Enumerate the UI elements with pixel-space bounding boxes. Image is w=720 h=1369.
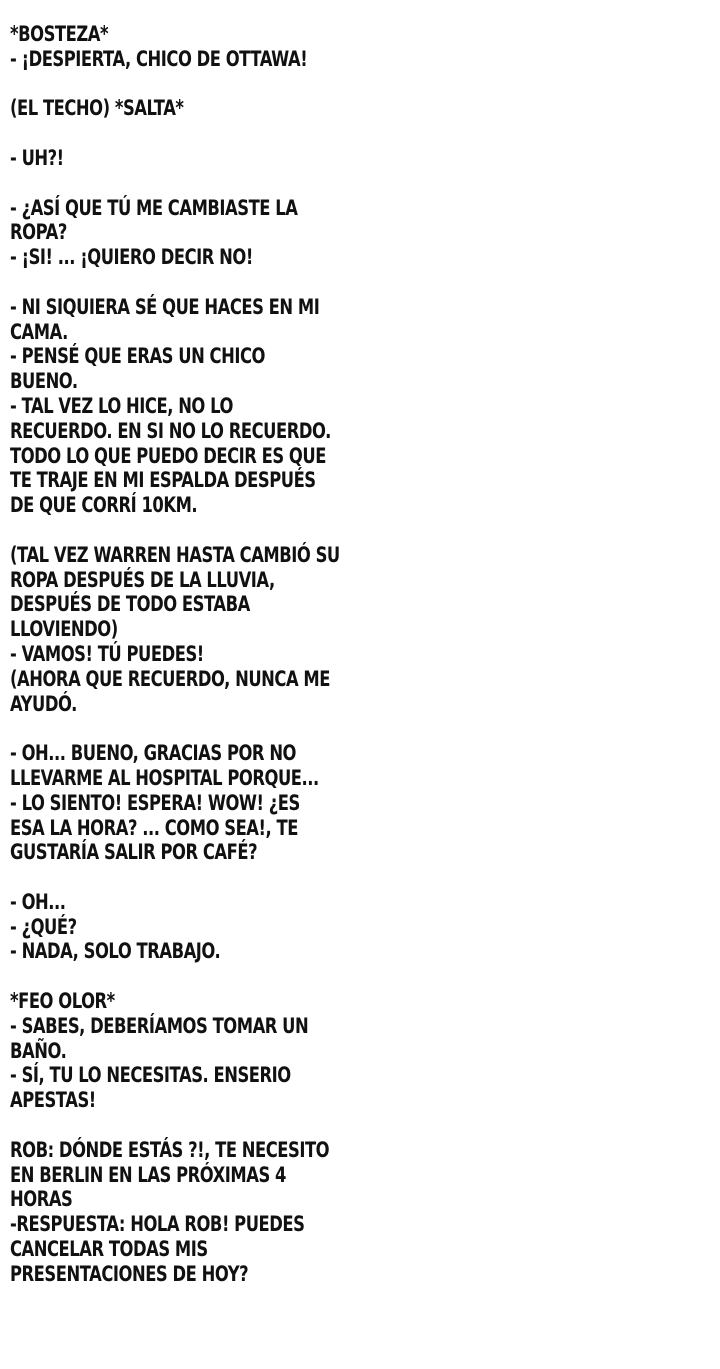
- blank-line: [10, 72, 370, 97]
- script-text: [10, 22, 370, 1287]
- script-line: *FEO OLOR*: [10, 989, 115, 1014]
- script-line: -RESPUESTA: HOLA ROB! PUEDES: [10, 1212, 305, 1237]
- script-line: LLOVIENDO): [10, 617, 118, 642]
- script-line: - NADA, SOLO TRABAJO.: [10, 939, 221, 964]
- script-line: TE TRAJE EN MI ESPALDA DESPUÉS: [10, 468, 316, 493]
- script-line: PRESENTACIONES DE HOY?: [10, 1261, 249, 1286]
- blank-line: [10, 121, 370, 146]
- script-line: EN BERLIN EN LAS PRÓXIMAS 4: [10, 1162, 286, 1187]
- script-line: BUENO.: [10, 369, 78, 394]
- script-line: BAÑO.: [10, 1038, 67, 1063]
- script-line: - ¿QUÉ?: [10, 914, 77, 939]
- script-line: CANCELAR TODAS MIS: [10, 1237, 208, 1262]
- blank-line: [10, 1113, 370, 1138]
- blank-line: [10, 270, 370, 295]
- script-line: AYUDÓ.: [10, 691, 77, 716]
- script-line: (AHORA QUE RECUERDO, NUNCA ME: [10, 666, 330, 691]
- script-line: (EL TECHO) *SALTA*: [10, 96, 184, 121]
- script-line: RECUERDO. EN SI NO LO RECUERDO.: [10, 418, 331, 443]
- script-line: DESPUÉS DE TODO ESTABA: [10, 592, 250, 617]
- blank-line: [10, 964, 370, 989]
- script-line: LLEVARME AL HOSPITAL PORQUE...: [10, 765, 319, 790]
- script-line: ROPA DESPUÉS DE LA LLUVIA,: [10, 567, 275, 592]
- script-line: - ¡SI! ... ¡QUIERO DECIR NO!: [10, 245, 253, 270]
- blank-line: [10, 518, 370, 543]
- script-line: - SÍ, TU LO NECESITAS. ENSERIO: [10, 1063, 291, 1088]
- script-line: CAMA.: [10, 319, 68, 344]
- script-line: DE QUE CORRÍ 10KM.: [10, 493, 198, 518]
- script-line: - PENSÉ QUE ERAS UN CHICO: [10, 344, 265, 369]
- script-line: HORAS: [10, 1187, 73, 1212]
- script-line: - ¡DESPIERTA, CHICO DE OTTAWA!: [10, 46, 308, 71]
- script-line: - UH?!: [10, 145, 64, 170]
- script-line: - SABES, DEBERÍAMOS TOMAR UN: [10, 1013, 309, 1038]
- script-line: ESA LA HORA? ... COMO SEA!, TE: [10, 815, 298, 840]
- script-line: - NI SIQUIERA SÉ QUE HACES EN MI: [10, 294, 320, 319]
- script-line: - OH... BUENO, GRACIAS POR NO: [10, 741, 297, 766]
- script-line: - VAMOS! TÚ PUEDES!: [10, 641, 204, 666]
- script-line: - TAL VEZ LO HICE, NO LO: [10, 393, 233, 418]
- blank-line: [10, 171, 370, 196]
- blank-line: [10, 865, 370, 890]
- script-line: APESTAS!: [10, 1088, 96, 1113]
- script-line: ROB: DÓNDE ESTÁS ?!, TE NECESITO: [10, 1137, 330, 1162]
- blank-line: [10, 716, 370, 741]
- script-line: - OH...: [10, 889, 66, 914]
- script-line: GUSTARÍA SALIR POR CAFÉ?: [10, 840, 258, 865]
- script-line: *BOSTEZA*: [10, 22, 109, 46]
- script-line: (TAL VEZ WARREN HASTA CAMBIÓ SU: [10, 542, 340, 567]
- script-line: - LO SIENTO! ESPERA! WOW! ¿ES: [10, 790, 300, 815]
- script-line: - ¿ASÍ QUE TÚ ME CAMBIASTE LA: [10, 195, 298, 220]
- script-line: ROPA?: [10, 220, 67, 245]
- script-line: TODO LO QUE PUEDO DECIR ES QUE: [10, 443, 326, 468]
